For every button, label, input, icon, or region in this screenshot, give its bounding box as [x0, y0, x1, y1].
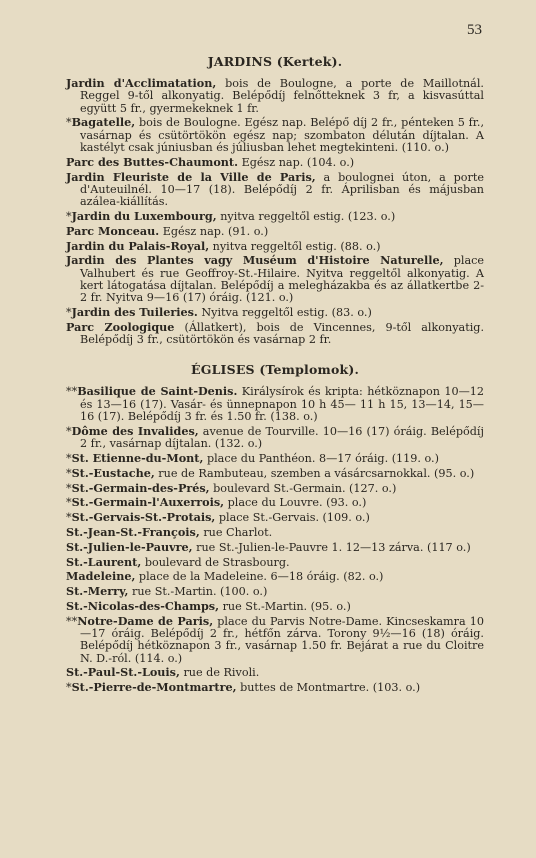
entry-name: Basilique de Saint-Denis. — [77, 384, 238, 399]
directory-entry — [66, 116, 484, 154]
entry-text: rue de Rivoli. — [183, 666, 260, 680]
entry-name: St.-Germain-des-Prés, — [71, 480, 210, 495]
directory-entry — [66, 511, 484, 524]
entry-name: St.-Jean-St.-François, — [66, 524, 200, 539]
entry-text: rue Charlot. — [203, 525, 273, 539]
entry-name: Jardin des Plantes vagy Muséum d'Histoire Naturelle, — [66, 253, 444, 268]
directory-entry — [66, 585, 484, 598]
entry-name: St.-Laurent, — [66, 554, 142, 569]
page-content — [66, 54, 484, 694]
directory-entry — [66, 681, 484, 694]
directory-entry — [66, 225, 484, 238]
entry-name: Parc Zoologique — [66, 319, 175, 334]
directory-entry — [66, 556, 484, 569]
entry-text: nyitva reggeltől estig. (123. o.) — [220, 209, 396, 223]
entry-name: Jardin des Tuileries. — [71, 305, 198, 320]
entry-name: Madeleine, — [66, 569, 136, 584]
star-rating-mark: * — [66, 424, 72, 438]
directory-entry — [66, 156, 484, 169]
entry-text: rue St.-Martin. (100. o.) — [131, 585, 268, 599]
directory-entry — [66, 600, 484, 613]
entry-text: nyitva reggeltől estig. (88. o.) — [212, 239, 381, 253]
directory-entry — [66, 425, 484, 451]
entry-name: Bagatelle, — [71, 115, 136, 130]
entry-text: buttes de Montmartre. (103. o.) — [240, 681, 421, 695]
entry-text: place du Panthéon. 8—17 óráig. (119. o.) — [206, 451, 439, 465]
entry-name: Parc Monceau. — [66, 223, 160, 238]
page-number: 53 — [467, 22, 482, 38]
entry-text: place du Parvis Notre-Dame. Kincseskamra 10—17 óráig. Belépődíj 2 fr., hétfőn zárva. Torony 9½—16 (18) óráig. Belépődíj hétköznapon 3 fr., vasárnap 1.50 fr. Bejárat a rue du Cloitre N. D.-ról. (114. o.) — [80, 614, 484, 665]
entry-text: avenue de Tourville. 10—16 (17) óráig. Belépődíj 2 fr., vasárnap díjtalan. (132. o.) — [80, 424, 484, 451]
section-heading: ÉGLISES (Templomok). — [190, 362, 360, 378]
entry-text: place St.-Gervais. (109. o.) — [218, 511, 370, 525]
star-rating-mark: ** — [66, 385, 78, 399]
entry-name: Parc des Buttes-Chaumont. — [66, 154, 238, 169]
entry-name: St.-Gervais-St.-Protais, — [71, 510, 216, 525]
directory-entry — [66, 467, 484, 480]
directory-entry — [66, 482, 484, 495]
entry-name: Notre-Dame de Paris, — [77, 613, 214, 628]
section-heading: JARDINS (Kertek). — [207, 54, 343, 69]
entry-text: bois de Boulogne, a porte de Maillotnál. Reggel 9-től alkonyatig. Belépődíj felnőtteknek 3 fr, a kisvasúttal együtt 5 fr., gyermekeknek 1 fr. — [80, 77, 484, 115]
star-rating-mark: * — [66, 466, 72, 480]
entry-name: St. Etienne-du-Mont, — [71, 450, 204, 465]
directory-entry — [66, 171, 484, 209]
entry-name: Jardin du Luxembourg, — [71, 208, 217, 223]
star-rating-mark: * — [66, 116, 72, 130]
entry-name: St.-Pierre-de-Montmartre, — [71, 680, 237, 695]
entry-text: a boulognei úton, a porte d'Auteuilnél. 10—17 (18). Belépődíj 2 fr. Áprilisban és májusban azálea-kiállítás. — [80, 170, 484, 209]
entry-text: rue de Rambuteau, szemben a vásárcsarnokkal. (95. o.) — [158, 466, 475, 480]
star-rating-mark: * — [66, 511, 72, 525]
directory-entry — [66, 321, 484, 347]
directory-entry — [66, 385, 484, 423]
directory-entry — [66, 210, 484, 223]
directory-entry — [66, 541, 484, 554]
star-rating-mark: * — [66, 481, 72, 495]
entry-name: St.-Eustache, — [71, 465, 155, 480]
directory-entry — [66, 306, 484, 319]
star-rating-mark: * — [66, 451, 72, 465]
directory-entry — [66, 254, 484, 304]
entry-name: Jardin d'Acclimatation, — [66, 76, 217, 90]
directory-entry — [66, 240, 484, 253]
directory-entry — [66, 452, 484, 465]
directory-entry — [66, 666, 484, 679]
entry-name: St.-Germain-l'Auxerrois, — [71, 495, 225, 510]
entry-text: boulevard de Strasbourg. — [144, 555, 290, 569]
entry-text: Királysírok és kripta: hétköznapon 10—12 és 13—16 (17). Vasár- és ünnepnapon 10 h 45— 11 h 15, 13—14, 15—16 (17). Belépődíj 3 fr. és 1.50 fr. (138. o.) — [80, 385, 484, 424]
entry-text: rue St.-Julien-le-Pauvre 1. 12—13 zárva. (117 o.) — [196, 540, 471, 554]
entry-text: bois de Boulogne. Egész nap. Belépő díj 2 fr., pénteken 5 fr., vasárnap és csütörtökön egész nap; szombaton délután díjtalan. A kastélyt csak júniusban és júliusban lehet megtekinteni. (110. o.) — [80, 116, 484, 154]
entry-text: (Állatkert), bois de Vincennes, 9-től alkonyatig. Belépődíj 3 fr., csütörtökön és vasárnap 2 fr. — [80, 320, 485, 347]
directory-entry — [66, 526, 484, 539]
entry-name: St.-Julien-le-Pauvre, — [66, 539, 193, 554]
entry-name: Jardin du Palais-Royal, — [66, 238, 210, 253]
entry-name: Jardin Fleuriste de la Ville de Paris, — [66, 169, 316, 184]
directory-entry — [66, 77, 484, 115]
directory-entry — [66, 615, 484, 665]
entry-text: place Valhubert és rue Geoffroy-St.-Hilaire. Nyitva reggeltől alkonyatig. A kert látogatása díjtalan. Belépődíj a melegházakba és az állatkertbe 2-2 fr. Nyitva 9—16 (17) óráig. (121. o.) — [80, 254, 484, 305]
entry-text: Nyitva reggeltől estig. (83. o.) — [201, 306, 372, 320]
entry-text: boulevard St.-Germain. (127. o.) — [213, 481, 397, 495]
star-rating-mark: * — [66, 681, 72, 695]
entry-text: rue St.-Martin. (95. o.) — [222, 599, 351, 613]
directory-entry — [66, 496, 484, 509]
entry-text: place de la Madeleine. 6—18 óráig. (82. o.) — [138, 570, 384, 584]
entry-name: Dôme des Invalides, — [71, 423, 199, 438]
star-rating-mark: * — [66, 306, 72, 320]
directory-entry — [66, 570, 484, 583]
entry-text: place du Louvre. (93. o.) — [227, 496, 367, 510]
star-rating-mark: * — [66, 496, 72, 510]
entry-name: St.-Merry, — [66, 584, 129, 599]
entry-name: St.-Nicolas-des-Champs, — [66, 598, 219, 613]
entry-name: St.-Paul-St.-Louis, — [66, 665, 180, 680]
entry-text: Egész nap. (91. o.) — [162, 224, 269, 238]
star-rating-mark: ** — [66, 614, 78, 628]
entry-text: Egész nap. (104. o.) — [241, 155, 355, 169]
star-rating-mark: * — [66, 209, 72, 223]
